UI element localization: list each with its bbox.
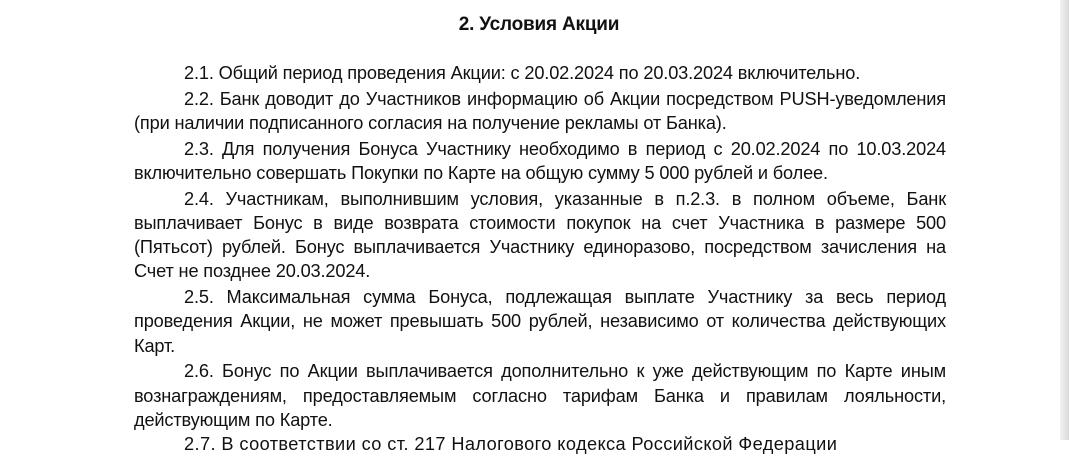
clause-2-5: 2.5. Максимальная сумма Бонуса, подлежащая выплате Участнику за весь период проведения Акции, не может превышать 500 рублей, независимо от количества действующих Карт. — [134, 287, 946, 356]
clause-2-4: 2.4. Участникам, выполнившим условия, указанные в п.2.3. в полном объеме, Банк выплачивает Бонус в виде возврата стоимости покупок на счет Участника в размере 500 (Пятьсот) рублей. Бонус выплачивается Участнику единоразово, посредством зачисления на Счет не позднее 20.03.2024. — [134, 188, 946, 282]
clause-2-7-cut-off: 2.7. В соответствии со ст. 217 Налогового кодекса Российской Федерации — [184, 434, 838, 454]
section-body — [134, 61, 946, 434]
clause-2-3: 2.3. Для получения Бонуса Участнику необходимо в период с 20.02.2024 по 10.03.2024 включительно совершать Покупки по Карте на общую сумму 5 000 рублей и более. — [134, 138, 946, 183]
clause-2-6: 2.6. Бонус по Акции выплачивается дополнительно к уже действующим по Карте иным вознаграждениям, предоставляемым согласно тарифам Банка и правилам лояльности, действующим по Карте. — [134, 361, 946, 430]
section-heading: 2. Условия Акции — [458, 14, 620, 35]
clause-2-2: 2.2. Банк доводит до Участников информацию об Акции посредством PUSH-уведомления (при наличии подписанного согласия на получение рекламы от Банка). — [134, 88, 946, 133]
viewer-scroll-edge[interactable] — [1060, 0, 1069, 440]
clause-2-1: 2.1. Общий период проведения Акции: с 20.02.2024 по 20.03.2024 включительно. — [184, 63, 861, 83]
